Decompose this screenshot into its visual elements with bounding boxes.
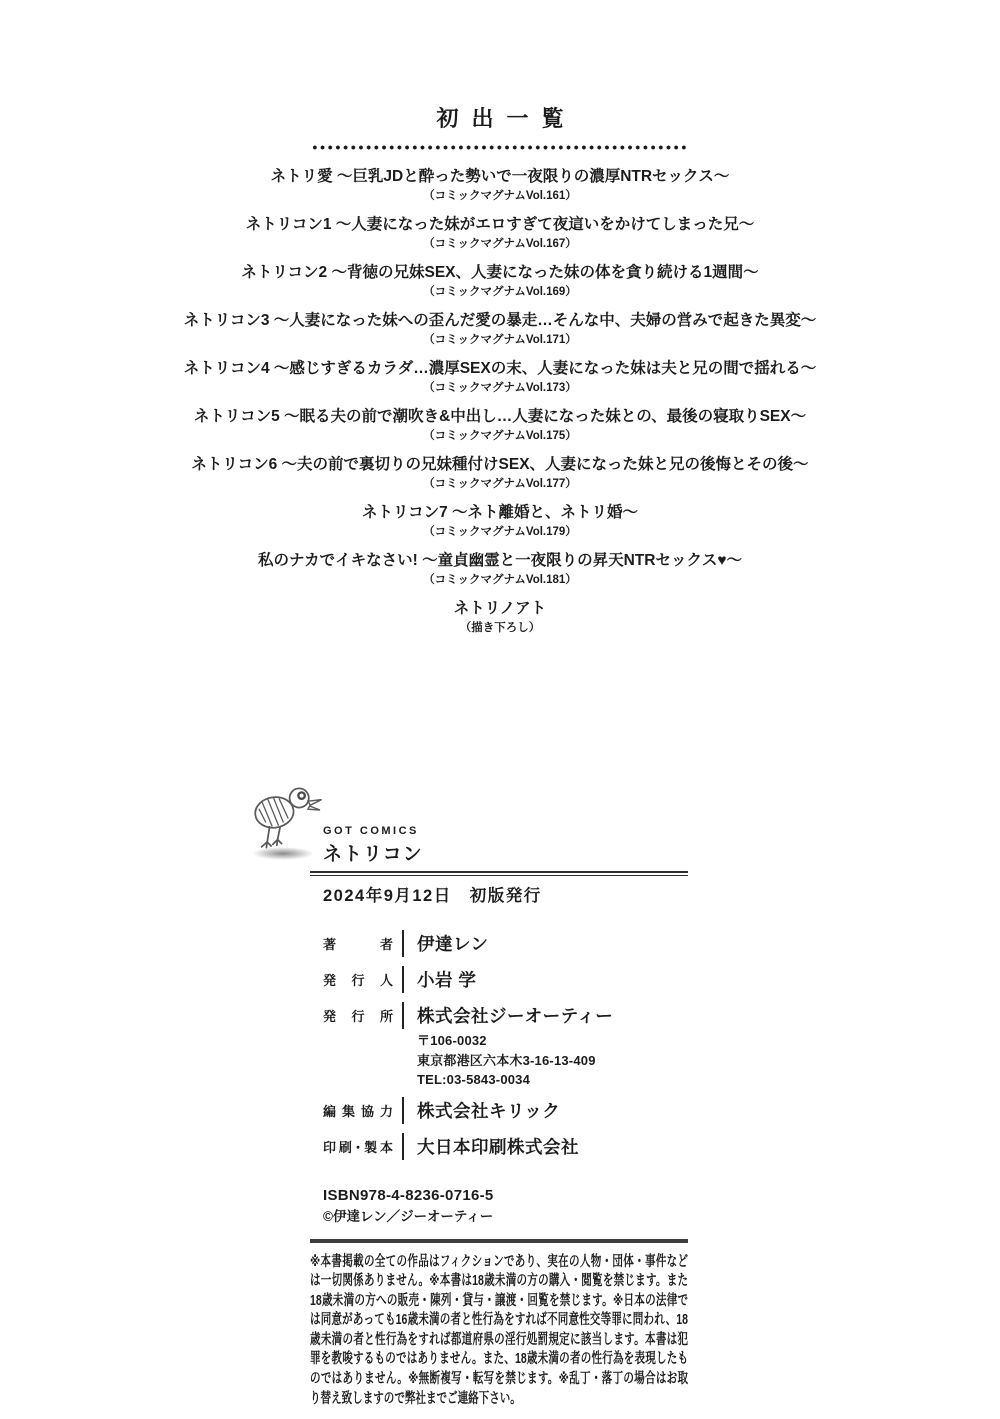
credit-entry [323,930,688,966]
page-title: 初出一覧 [436,106,577,131]
credit-extra [417,1029,688,1097]
credit-label: 印刷･製本 [323,1139,393,1155]
work-entry [160,550,840,589]
work-entry [160,310,840,349]
works-list [160,166,840,637]
credit-entry [323,966,688,1002]
work-source: （コミックマグナムVol.169） [423,286,577,298]
disclaimer-box [310,1253,688,1410]
credit-value: 株式会社ジーオーティー [402,1002,613,1029]
credit-row [323,1097,688,1124]
credit-label: 発行所 [323,1009,393,1024]
work-source: （コミックマグナムVol.167） [423,238,577,250]
disclaimer-text: ※本書掲載の全ての作品はフィクションであり、実在の人物・団体・事件などは一切関係ありません。※本書は18歳未満の方の購入・閲覧を禁じます。また18歳未満の方への販売・陳列・貸与・譲渡・回覧を禁じます。※日本の法律では同意があっても16歳未満の者と性行為をすれば不同意性交等罪に問われ、18歳未満の者と性行為をすれば都道府県の淫行処罰規定に該当します。本書は犯罪を教唆するものではありません。また、18歳未満の者の性行為を表現したものではありません。※無断複写・転写を禁じます。※乱丁・落丁の場合はお取り替え致しますので弊社までご連絡下さい。 [310,1253,689,1407]
colophon-section [310,824,688,1409]
work-source: （コミックマグナムVol.175） [423,430,577,442]
credit-entry [323,1002,688,1097]
work-title: ネトリコン5 ～眠る夫の前で潮吹き&中出し…人妻になった妹との、最後の寝取りSEX～ [193,408,807,425]
work-entry [160,502,840,541]
credit-label: 編集協力 [323,1103,393,1119]
credit-row [323,1002,688,1029]
work-title: ネトリコン7 ～ネト離婚と、ネトリ婚～ [361,504,639,521]
brand-label: GOT COMICS [323,825,419,837]
credit-value: 伊達レン [402,930,489,957]
work-source: （コミックマグナムVol.179） [423,526,577,538]
credits-table [310,930,688,1169]
credit-extra [417,993,688,1002]
credit-extra [417,957,688,966]
work-source: （コミックマグナムVol.181） [423,574,577,586]
credit-value: 大日本印刷株式会社 [402,1133,579,1160]
dotted-divider [311,145,689,150]
credit-row [323,930,688,957]
credit-entry [323,1097,688,1133]
work-source: （コミックマグナムVol.171） [423,334,577,346]
work-title: ネトリコン6 ～夫の前で裏切りの兄妹種付けSEX、人妻になった妹と兄の後悔とその後～ [191,456,809,473]
work-title: ネトリコン3 ～人妻になった妹への歪んだ愛の暴走…そんな中、夫婦の営みで起きた異変～ [183,312,817,329]
book-title: ネトリコン [323,844,423,865]
credit-extra [417,1160,688,1169]
work-entry [160,406,840,445]
isbn: ISBN978-4-8236-0716-5 [323,1186,494,1204]
work-title: ネトリノアト [453,600,547,617]
credit-row [323,966,688,993]
credit-extra-line: TEL:03-5843-0034 [417,1072,531,1087]
thick-rule-divider [310,1239,688,1243]
double-rule-divider [310,871,688,876]
work-entry [160,598,840,637]
credit-value: 小岩 学 [402,966,476,993]
work-entry [160,262,840,301]
credit-value: 株式会社キリック [402,1097,560,1124]
work-title: 私のナカでイキなさい! ～童貞幽霊と一夜限りの昇天NTRセックス♥～ [257,552,743,569]
work-entry [160,454,840,493]
work-source: （コミックマグナムVol.173） [423,382,577,394]
credit-row [323,1133,688,1160]
bird-shadow [252,847,314,860]
work-source: （コミックマグナムVol.161） [423,190,577,202]
work-title: ネトリコン2 ～背徳の兄妹SEX、人妻になった妹の体を貪り続ける1週間～ [241,264,759,281]
work-source: （描き下ろし） [459,622,541,634]
credit-extra-line: 〒106-0032 [417,1033,487,1048]
work-title: ネトリコン4 ～感じすぎるカラダ…濃厚SEXの末、人妻になった妹は夫と兄の間で揺れる～ [183,360,817,377]
credit-label: 発行人 [323,973,393,988]
work-entry [160,214,840,253]
copyright: ©伊達レン／ジーオーティー [323,1208,494,1224]
credit-extra [417,1124,688,1133]
credit-extra-line: 東京都港区六本木3-16-13-409 [417,1052,596,1068]
work-source: （コミックマグナムVol.177） [423,478,577,490]
credit-entry [323,1133,688,1169]
work-title: ネトリ愛 ～巨乳JDと酔った勢いで一夜限りの濃厚NTRセックス～ [270,168,730,185]
work-entry [160,358,840,397]
edition-date: 2024年9月12日 初版発行 [323,887,542,905]
work-title: ネトリコン1 ～人妻になった妹がエロすぎて夜這いをかけてしまった兄～ [245,216,755,233]
credit-label: 著者 [323,937,393,952]
work-entry [160,166,840,205]
first-publication-section [160,104,840,646]
